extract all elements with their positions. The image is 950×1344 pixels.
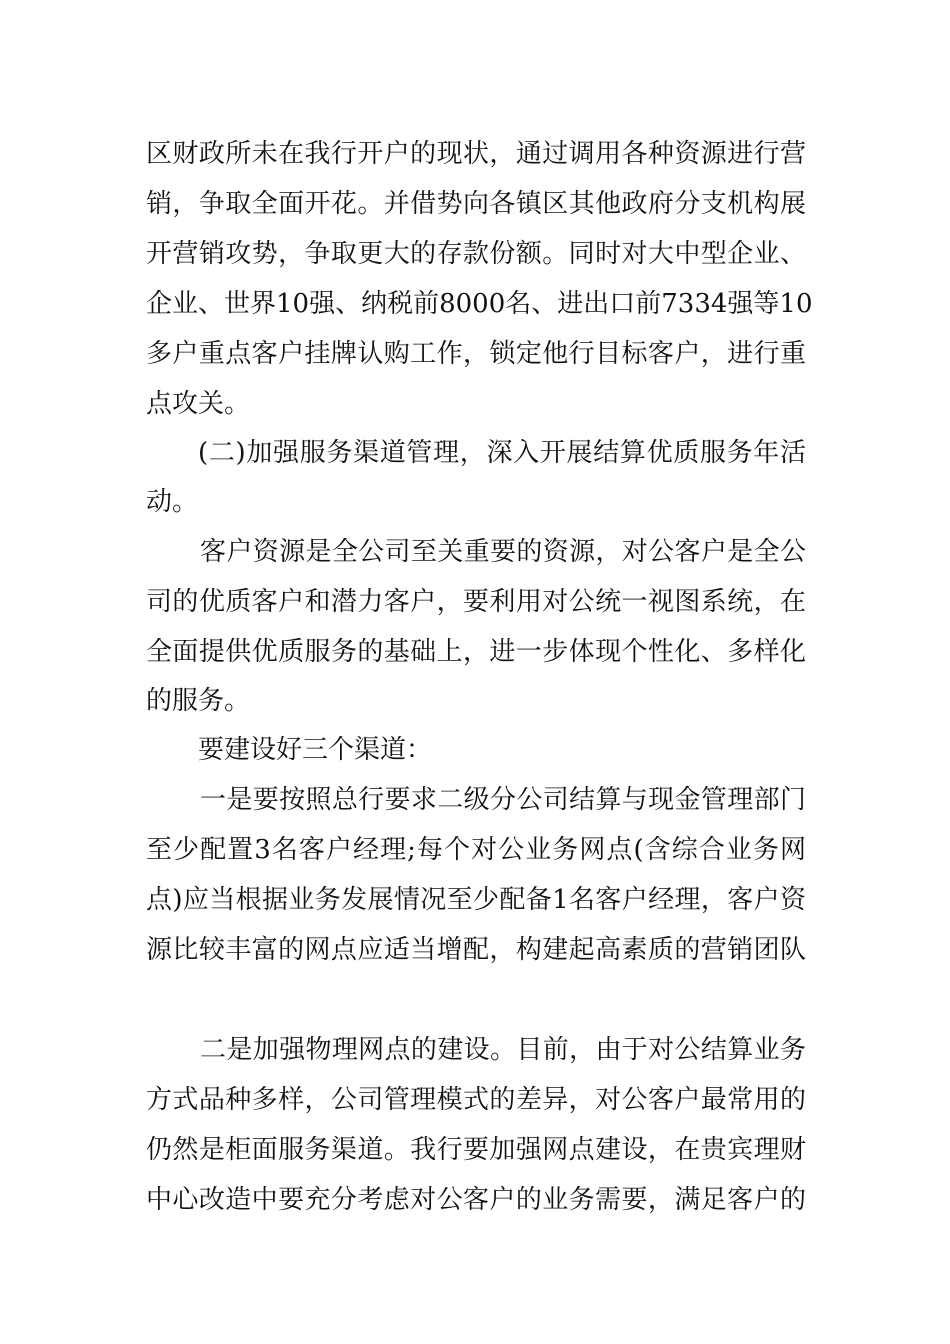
- text-line: 源比较丰富的网点应适当增配，构建起高素质的营销团队: [146, 935, 806, 965]
- text-line: 销，争取全面开花。并借势向各镇区其他政府分支机构展: [146, 189, 806, 219]
- text-line: 二是加强物理网点的建设。目前，由于对公结算业务: [200, 1035, 806, 1065]
- text-line: 企业、世界10强、纳税前8000名、进出口前7334强等10: [146, 289, 813, 319]
- text-line: 仍然是柜面服务渠道。我行要加强网点建设，在贵宾理财: [146, 1135, 806, 1165]
- text-line: 客户资源是全公司至关重要的资源，对公客户是全公: [200, 537, 806, 567]
- text-line: 点)应当根据业务发展情况至少配备1名客户经理，客户资: [146, 885, 806, 915]
- text-line: 方式品种多样，公司管理模式的差异，对公客户最常用的: [146, 1085, 806, 1115]
- text-line: 司的优质客户和潜力客户，要利用对公统一视图系统，在: [146, 587, 806, 617]
- text-line: 动。: [146, 487, 199, 517]
- text-line: 一是要按照总行要求二级分公司结算与现金管理部门: [200, 785, 806, 815]
- section-heading: (二)加强服务渠道管理，深入开展结算优质服务年活: [198, 438, 806, 468]
- text-line: 中心改造中要充分考虑对公客户的业务需要，满足客户的: [146, 1185, 806, 1215]
- text-line: 要建设好三个渠道：: [198, 735, 433, 765]
- text-line: 多户重点客户挂牌认购工作，锁定他行目标客户，进行重: [146, 339, 806, 369]
- text-line: 全面提供优质服务的基础上，进一步体现个性化、多样化: [146, 637, 806, 667]
- text-line: 开营销攻势，争取更大的存款份额。同时对大中型企业、: [146, 239, 806, 269]
- text-line: 的服务。: [146, 686, 251, 716]
- text-line: 至少配置3名客户经理;每个对公业务网点(含综合业务网: [146, 835, 806, 865]
- text-line: 点攻关。: [146, 389, 251, 419]
- text-line: 区财政所未在我行开户的现状，通过调用各种资源进行营: [146, 139, 806, 169]
